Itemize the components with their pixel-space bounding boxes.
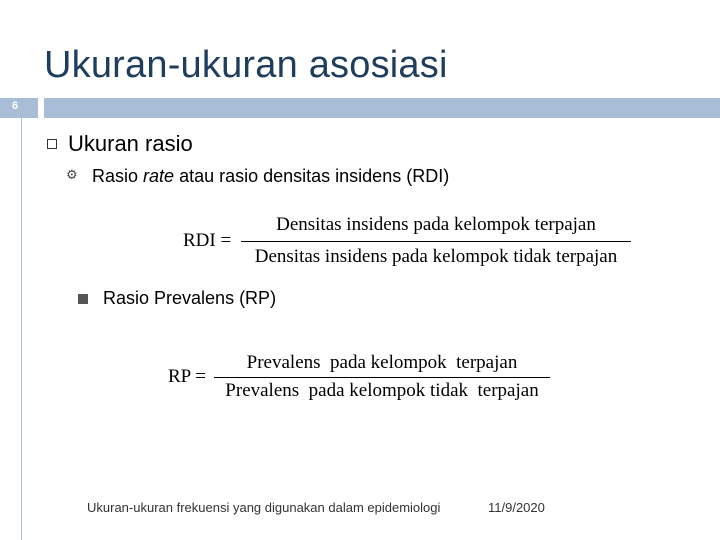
rdi-formula-lhs: RDI = — [183, 230, 232, 251]
rdi-fraction-line — [241, 241, 631, 242]
slide-date: 11/9/2020 — [488, 500, 545, 515]
rdi-formula-numerator: Densitas insidens pada kelompok terpajan — [276, 214, 596, 235]
hollow-square-icon — [47, 139, 57, 149]
header-accent-bar — [44, 98, 720, 118]
slide-footer: Ukuran-ukuran frekuensi yang digunakan dalam epidemiologi — [87, 500, 441, 515]
item-rdi-label-italic: rate — [143, 166, 175, 186]
left-accent-line — [21, 118, 22, 540]
item-rdi-label-prefix: Rasio — [92, 166, 144, 186]
item-rdi-label — [92, 166, 449, 187]
item-rp-label: Rasio Prevalens (RP) — [103, 288, 277, 308]
rp-formula-denominator: Prevalens pada kelompok tidak terpajan — [225, 380, 539, 401]
rp-fraction-line — [214, 377, 550, 378]
gear-icon: ⚙ — [66, 168, 78, 183]
section-heading: Ukuran rasio — [68, 131, 193, 156]
filled-square-icon — [78, 294, 88, 304]
rp-formula — [168, 352, 568, 404]
rp-formula-lhs: RP = — [168, 366, 206, 387]
rdi-formula — [183, 214, 643, 272]
slide-title: Ukuran-ukuran asosiasi — [44, 44, 448, 86]
item-rdi-label-suffix: atau rasio densitas insidens (RDI) — [174, 166, 450, 186]
rdi-formula-denominator: Densitas insidens pada kelompok tidak terpajan — [254, 246, 618, 267]
slide-number: 6 — [12, 100, 19, 112]
rp-formula-numerator: Prevalens pada kelompok terpajan — [246, 352, 518, 373]
slide-number-bar — [0, 98, 38, 118]
